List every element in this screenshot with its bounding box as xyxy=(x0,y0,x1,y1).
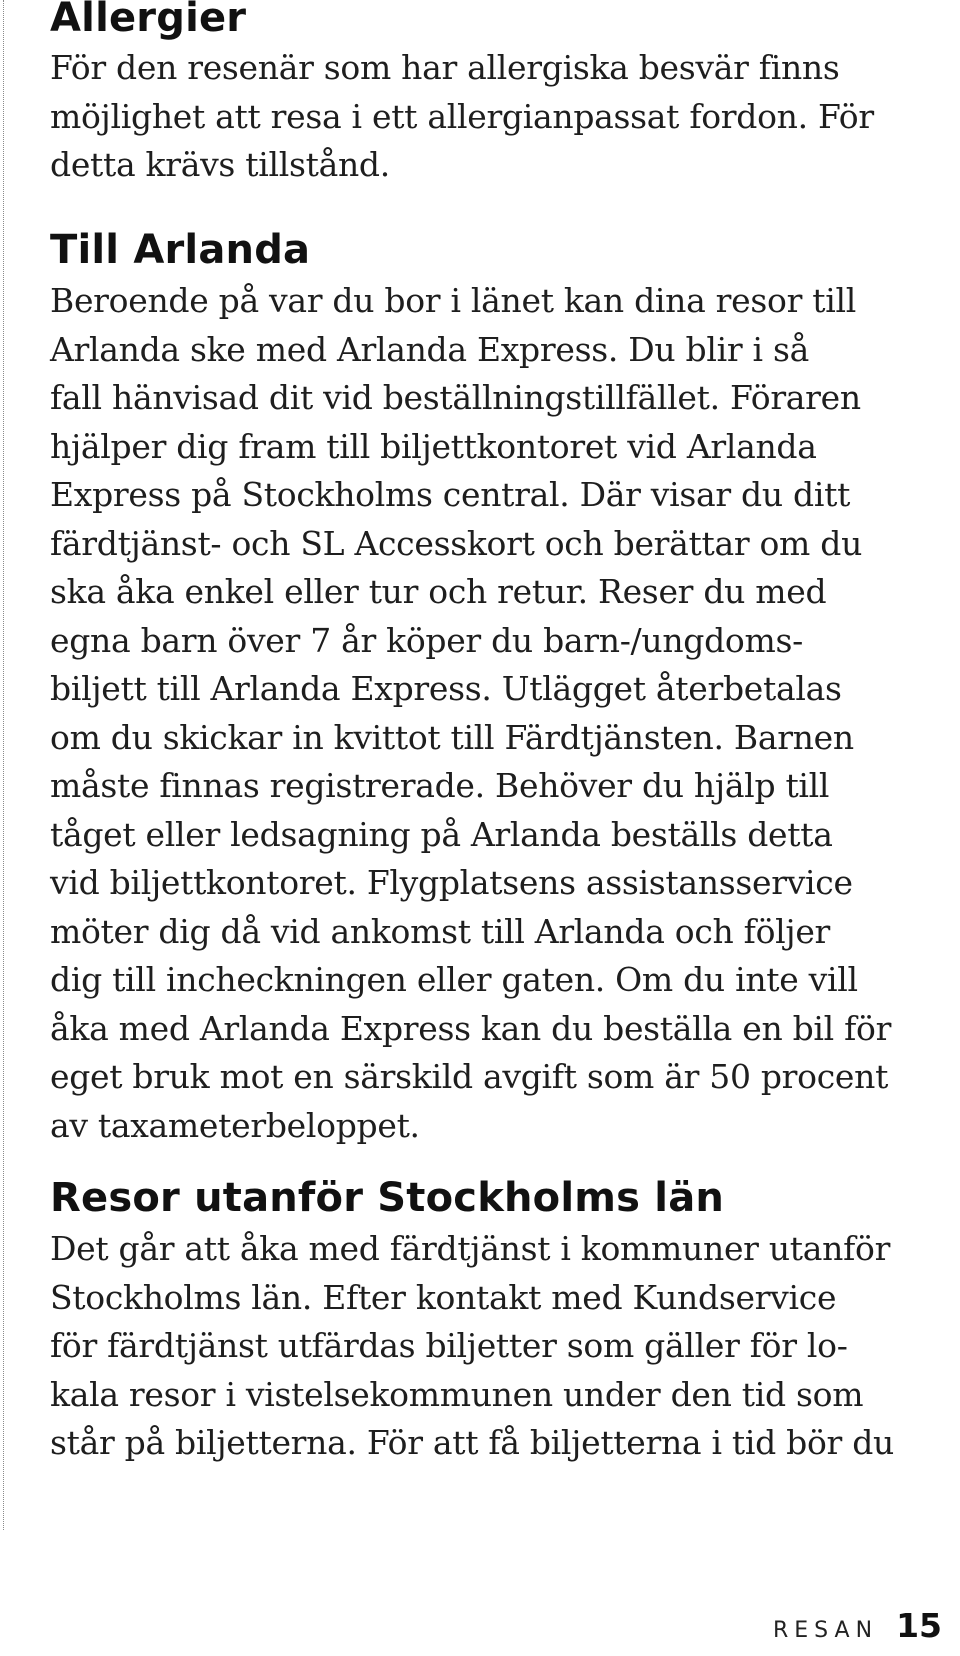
body-line: detta krävs tillstånd. xyxy=(50,145,390,184)
body-line: möter dig då vid ankomst till Arlanda och följer xyxy=(50,911,831,951)
section-body xyxy=(50,44,874,190)
body-line: Det går att åka med färdtjänst i kommuner utanför xyxy=(50,1229,891,1268)
body-line: av taxameterbeloppet. xyxy=(50,1105,420,1145)
body-line: fall hänvisad dit vid beställningstillfället. Föraren xyxy=(50,378,861,417)
body-line: vid biljettkontoret. Flygplatsens assistansservice xyxy=(50,863,853,902)
body-line: För den resenär som har allergiska besvär finns xyxy=(50,48,840,87)
section-body xyxy=(50,1225,894,1468)
footer-section-label: RESAN xyxy=(772,1618,879,1643)
body-line: biljett till Arlanda Express. Utlägget återbetalas xyxy=(50,669,842,708)
body-line: om du skickar in kvittot till Färdtjänsten. Barnen xyxy=(50,717,854,757)
body-line: Arlanda ske med Arlanda Express. Du blir i så xyxy=(50,329,809,369)
body-line: ska åka enkel eller tur och retur. Reser du med xyxy=(50,572,827,611)
body-line: hjälper dig fram till biljettkontoret vid Arlanda xyxy=(50,426,817,466)
page-edge-dotted-line xyxy=(3,0,4,1530)
body-line: dig till incheckningen eller gaten. Om du inte vill xyxy=(50,960,858,999)
body-line: står på biljetterna. För att få biljetterna i tid bör du xyxy=(50,1423,894,1462)
body-line: Express på Stockholms central. Där visar du ditt xyxy=(50,475,851,514)
body-line: Beroende på var du bor i länet kan dina resor till xyxy=(50,281,856,320)
body-line: kala resor i vistelsekommunen under den tid som xyxy=(50,1374,864,1414)
page-number: 15 xyxy=(896,1606,942,1645)
section-heading: Till Arlanda xyxy=(50,227,311,273)
body-line: eget bruk mot en särskild avgift som är 50 procent xyxy=(50,1057,889,1096)
body-line: för färdtjänst utfärdas biljetter som gäller för lo- xyxy=(50,1326,848,1365)
section-till-arlanda xyxy=(50,227,892,1150)
body-line: möjlighet att resa i ett allergianpassat fordon. För xyxy=(50,96,874,136)
body-line: färdtjänst- och SL Accesskort och berättar om du xyxy=(50,523,863,563)
section-resor-utanfor-stockholms-lan xyxy=(50,1175,894,1468)
section-heading: Resor utanför Stockholms län xyxy=(50,1175,725,1221)
body-line: tåget eller ledsagning på Arlanda beställs detta xyxy=(50,814,833,854)
section-body xyxy=(50,277,891,1150)
section-heading: Allergier xyxy=(50,0,247,41)
body-line: egna barn över 7 år köper du barn-/ungdoms- xyxy=(50,620,803,660)
page-footer xyxy=(773,1606,942,1645)
body-line: Stockholms län. Efter kontakt med Kundservice xyxy=(50,1277,837,1317)
section-allergier xyxy=(50,0,874,190)
body-line: åka med Arlanda Express kan du beställa en bil för xyxy=(50,1008,892,1048)
body-line: måste finnas registrerade. Behöver du hjälp till xyxy=(50,766,830,805)
